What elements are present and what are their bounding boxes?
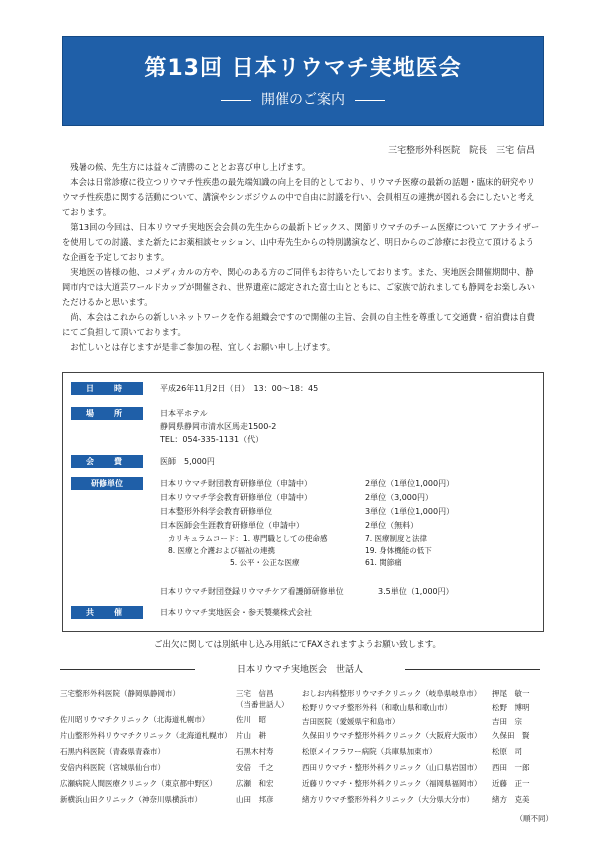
curriculum-item: 7. 医療制度と法律 [365, 534, 428, 543]
member-clinic: 松野リウマチ整形外科（和歌山県和歌山市） [302, 703, 452, 712]
credit-units: 3.5単位（1,000円） [378, 587, 454, 596]
credit-units: 2単位（無料） [365, 521, 419, 530]
member-clinic: 三宅整形外科医院（静岡県静岡市） [60, 689, 180, 698]
credit-units: 3単位（1単位1,000円） [365, 507, 455, 516]
organizer-label: 共 催 [71, 606, 143, 619]
member-name: 松野 博明 [492, 703, 530, 712]
letter-paragraph: お忙しいとは存じますが是非ご参加の程、宜しくお願い申し上げます。 [70, 342, 336, 352]
subtitle-text: 開催のご案内 [261, 92, 345, 108]
member-role: （当番世話人） [236, 700, 289, 709]
letter-paragraph: 実地医の皆様の他、コメディカルの方や、関心のある方のご同伴もお待ちいたしております。また、実地医会開催期間中、静岡市内では大道芸ワールドカップが開催され、世界遺産に認定された富士山とともに、ご家族で訪れましても静岡をお楽しみいただけるかと思います。 [62, 267, 535, 307]
venue-value [160, 407, 276, 446]
venue-address: 静岡県静岡市清水区馬走1500-2 [160, 422, 277, 431]
curriculum-item: 5. 公平・公正な医療 [230, 558, 300, 567]
letter-paragraph: 残暑の候、先生方には益々ご清勝のこととお喜び申し上げます。 [70, 162, 311, 172]
organizers-title: 日本リウマチ実地医会 世話人 [236, 665, 363, 675]
date-label: 日 時 [71, 382, 143, 395]
invitation-letter [62, 160, 540, 355]
member-name: 近藤 正一 [492, 779, 530, 788]
page-subtitle [63, 89, 543, 109]
curriculum-label: カリキュラムコード：1. 専門職としての使命感 [168, 534, 328, 543]
member-name: 山田 邦彦 [236, 795, 274, 804]
member-clinic: 石黒内科医院（青森県青森市） [60, 747, 165, 756]
date-value: 平成26年11月2日（日） 13：00～18：45 [160, 384, 319, 393]
curriculum-item: 61. 関節痛 [365, 558, 402, 567]
credit-name: 日本整形外科学会教育研修単位 [160, 507, 272, 516]
member-clinic: 広瀬病院人間医療クリニック（東京都中野区） [60, 779, 218, 788]
curriculum-item: 8. 医療と介護および福祉の連携 [168, 546, 276, 555]
fee-value: 医師 5,000円 [160, 457, 215, 466]
rsvp-note: ご出欠に関しては別紙申し込み用紙にてFAXされますようお願い致します。 [153, 640, 442, 650]
member-clinic: 近藤リウマチ・整形外科クリニック（福岡県福岡市） [302, 779, 482, 788]
letter-paragraph: 本会は日常診療に役立つリウマチ性疾患の最先端知識の向上を目的としており、リウマチ医療の最新の話題・臨床的研究やリウマチ性疾患に関する活動について、講演やシンポジウムの中で自由に討議を行い、会員相互の連携が図れる会にしたいと考えております。 [62, 177, 535, 217]
member-clinic: 松原メイフラワー病院（兵庫県加東市） [302, 747, 437, 756]
curriculum-item: 19. 身体機能の低下 [365, 546, 432, 555]
member-name: 三宅 信昌 [236, 689, 274, 698]
member-name: 松原 司 [492, 747, 522, 756]
member-name: 緒方 克美 [492, 795, 530, 804]
header-banner [62, 36, 544, 126]
credit-name: 日本リウマチ財団登録リウマチケア看護師研修単位 [160, 587, 344, 596]
footer-note: （順不同） [515, 814, 553, 823]
member-name: 押尾 敏一 [492, 689, 530, 698]
member-clinic: 吉田医院（愛媛県宇和島市） [302, 717, 400, 726]
member-clinic: 緒方リウマチ整形外科クリニック（大分県大分市） [302, 795, 475, 804]
member-clinic: 佐川昭リウマチクリニック（北海道札幌市） [60, 715, 210, 724]
member-name: 西田 一郎 [492, 763, 530, 772]
member-name: 石黒木村寿 [236, 747, 274, 756]
member-clinic: 新横浜山田クリニック（神奈川県横浜市） [60, 795, 203, 804]
member-name: 久保田 賢 [492, 731, 530, 740]
page-title: 第13回 日本リウマチ実地医会 [144, 56, 462, 81]
member-clinic: 久保田リウマチ整形外科クリニック（大阪府大阪市） [302, 731, 482, 740]
subtitle-rule-right [355, 100, 385, 101]
credit-units: 2単位（3,000円） [365, 493, 433, 502]
venue-label: 場 所 [71, 407, 143, 420]
member-clinic: 西田リウマチ・整形外科クリニック（山口県岩国市） [302, 763, 482, 772]
subtitle-rule-left [221, 100, 251, 101]
member-clinic: おしお内科整形リウマチクリニック（岐阜県岐阜市） [302, 689, 482, 698]
credit-name: 日本リウマチ財団教育研修単位（申請中） [160, 479, 312, 488]
credit-units: 2単位（1単位1,000円） [365, 479, 455, 488]
credit-name: 日本医師会生涯教育研修単位（申請中） [160, 521, 304, 530]
credit-name: 日本リウマチ学会教育研修単位（申請中） [160, 493, 312, 502]
heading-rule-right [405, 669, 540, 670]
fee-label: 会 費 [71, 455, 143, 468]
member-name: 広瀬 和宏 [236, 779, 274, 788]
sender-line: 三宅整形外科医院 院長 三宅 信昌 [388, 146, 535, 156]
member-name: 安倍 千之 [236, 763, 274, 772]
member-name: 佐川 昭 [236, 715, 266, 724]
credit-label: 研修単位 [71, 477, 143, 490]
venue-name: 日本平ホテル [160, 409, 208, 418]
member-name: 吉田 宗 [492, 717, 522, 726]
organizers-heading [60, 662, 540, 676]
member-clinic: 安倍内科医院（宮城県仙台市） [60, 763, 165, 772]
event-info-box [62, 372, 544, 632]
member-name: 片山 耕 [236, 731, 266, 740]
letter-paragraph: 尚、本会はこれからの新しいネットワークを作る組織会ですので開催の主旨、会員の自主性を尊重して交通費・宿泊費は自費にてご負担して頂いております。 [62, 312, 535, 337]
member-clinic: 片山整形外科リウマチクリニック（北海道札幌市） [60, 731, 232, 740]
organizer-value: 日本リウマチ実地医会・参天製薬株式会社 [160, 608, 312, 617]
venue-phone: TEL：054-335-1131（代） [160, 435, 264, 444]
letter-paragraph: 第13回の今回は、日本リウマチ実地医会会員の先生からの最新トピックス、関節リウマチのチーム医療について アナライザーを使用しての討議、また新たにお薬相談セッション、山中寿先生からの特別講演など、明日からのご診療にお役立て頂けるような企画を予定しております。 [62, 222, 540, 262]
